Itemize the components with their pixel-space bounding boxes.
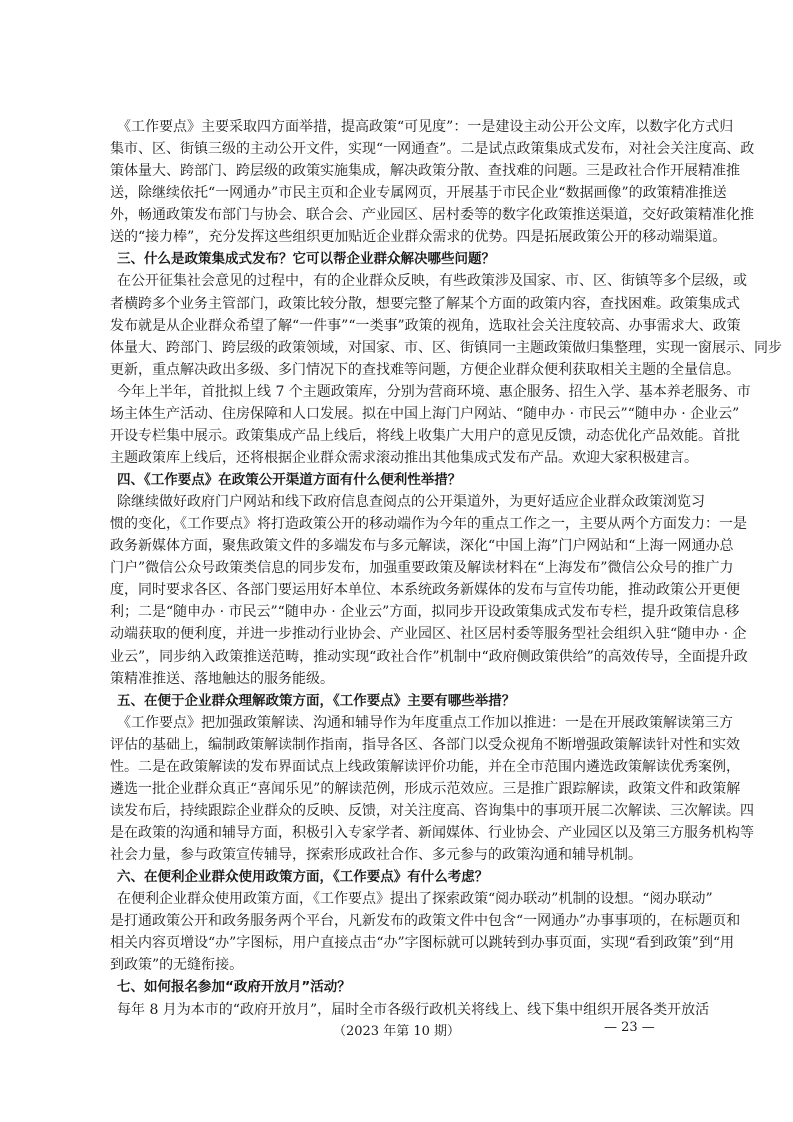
text-line: 场主体生产活动、住房保障和人口发展。拟在中国上海门户网站、“随申办 · 市民云”“随申办 · 企业云” xyxy=(110,405,740,422)
text-line: 度，同时要求各区、各部门要运用好本单位、本系统政务新媒体的发布与宣传功能，推动政策公开更便 xyxy=(110,582,740,599)
text-line: 在便利企业群众使用政策方面，《工作要点》提出了探索政策“阅办联动”机制的设想。“阅办联动” xyxy=(117,891,713,908)
section-heading: 六、在便利企业群众使用政策方面，《工作要点》有什么考虑？ xyxy=(117,869,489,886)
text-line: 遴选一批企业群众真正“喜闻乐见”的解读范例，形成示范效应。三是推广跟踪解读，政策文件和政策解 xyxy=(110,780,741,797)
document-body xyxy=(110,116,782,1021)
text-line: 送，除继续依托“一网通办”市民主页和企业专属网页，开展基于市民企业“数据画像”的政策精准推送 xyxy=(110,185,727,202)
text-line: 动端获取的便利度，并进一步推动行业协会、产业园区、社区居村委等服务型社会组织入驻“随申办 · 企 xyxy=(110,626,747,643)
text-line: 是打通政策公开和政务服务两个平台，凡新发布的政策文件中包含“一网通办”办事事项的，在标题页和 xyxy=(110,913,741,930)
text-line: 《工作要点》把加强政策解读、沟通和辅导作为年度重点工作加以推进：一是在开展政策解读第三方 xyxy=(117,714,733,731)
text-line: 惯的变化，《工作要点》将打造政策公开的移动端作为今年的重点工作之一，主要从两个方面发力：一是 xyxy=(110,516,747,533)
text-line: 每年 8 月为本市的“政府开放月”，届时全市各级行政机关将线上、线下集中组织开展各类开放活 xyxy=(117,1001,710,1018)
text-line: 开设专栏集中展示。政策集成产品上线后，将线上收集广大用户的意见反馈，动态优化产品效能。首批 xyxy=(110,427,740,444)
section-heading: 五、在便于企业群众理解政策方面，《工作要点》主要有哪些举措？ xyxy=(117,692,516,709)
text-line: 发布就是从企业群众希望了解“一件事”“一类事”政策的视角，选取社会关注度较高、办事需求大、政策 xyxy=(110,317,741,334)
text-line: 评估的基础上，编制政策解读制作指南，指导各区、各部门以受众视角不断增强政策解读针对性和实效 xyxy=(110,736,740,753)
text-line: 更新，重点解决政出多级、多门情况下的查找难等问题，方便企业群众便利获取相关主题的全量信息。 xyxy=(110,361,740,378)
section-heading: 七、如何报名参加“政府开放月”活动？ xyxy=(117,979,351,996)
text-line: 集市、区、街镇三级的主动公开文件，实现“一网通查”。二是试点政策集成式发布，对社会关注度高、政 xyxy=(110,141,755,158)
text-line: 策精准推送、落地触达的服务能级。 xyxy=(110,670,334,687)
text-line: 送的“接力棒”，充分发挥这些组织更加贴近企业群众需求的优势。四是拓展政策公开的移动端渠道。 xyxy=(110,229,727,246)
text-line: 业云”，同步纳入政策推送范畴，推动实现“政社合作”机制中“政府侧政策供给”的高效传导，全面提升政 xyxy=(110,648,748,665)
text-line: 除继续做好政府门户网站和线下政府信息查阅点的公开渠道外，为更好适应企业群众政策浏览习 xyxy=(117,494,705,511)
page-number: — 23 — xyxy=(604,1020,655,1035)
text-line: 到政策”的无缝衔接。 xyxy=(110,957,244,974)
text-line: 外，畅通政策发布部门与协会、联合会、产业园区、居村委等的数字化政策推送渠道，交好政策精准化推 xyxy=(110,207,754,224)
issue-label: （2023 年第 10 期） xyxy=(332,1024,461,1039)
text-line: 相关内容页增设“办”字图标，用户直接点击“办”字图标就可以跳转到办事页面，实现“看到政策”到“用 xyxy=(110,935,735,952)
text-line: 政务新媒体方面，聚焦政策文件的多端发布与多元解读，深化“中国上海”门户网站和“上海一网通办总 xyxy=(110,538,734,555)
text-line: 门户”微信公众号政策类信息的同步发布，加强重要政策及解读材料在“上海发布”微信公众号的推广力 xyxy=(110,560,734,577)
text-line: 主题政策库上线后，还将根据企业群众需求滚动推出其他集成式发布产品。欢迎大家积极建言。 xyxy=(110,449,698,466)
section-heading: 四、《工作要点》在政策公开渠道方面有什么便利性举措？ xyxy=(117,472,462,488)
text-line: 在公开征集社会意见的过程中，有的企业群众反映，有些政策涉及国家、市、区、街镇等多个层级，或 xyxy=(117,273,747,290)
text-line: 策体量大、跨部门、跨层级的政策实施集成，解决政策分散、查找难的问题。三是政社合作开展精准推 xyxy=(110,163,740,180)
text-line: 《工作要点》主要采取四方面举措，提高政策“可见度”：一是建设主动公开公文库，以数字化方式归 xyxy=(117,119,734,135)
text-line: 性。二是在政策解读的发布界面试点上线政策解读评价功能，并在全市范围内遴选政策解读优秀案例， xyxy=(110,758,740,775)
text-line: 者横跨多个业务主管部门，政策比较分散，想要完整了解某个方面的政策内容，查找困难。政策集成式 xyxy=(110,295,740,312)
text-line: 今年上半年，首批拟上线 7 个主题政策库，分别为营商环境、惠企服务、招生入学、基本养老服务、市 xyxy=(117,383,751,400)
text-line: 社会力量，参与政策宣传辅导，探索形成政社合作、多元参与的政策沟通和辅导机制。 xyxy=(110,847,642,864)
section-heading: 三、什么是政策集成式发布？它可以帮企业群众解决哪些问题？ xyxy=(117,251,495,268)
text-line: 是在政策的沟通和辅导方面，积极引入专家学者、新闻媒体、行业协会、产业园区以及第三方服务机构等 xyxy=(110,825,754,841)
text-line: 读发布后，持续跟踪企业群众的反映、反馈，对关注度高、咨询集中的事项开展二次解读、三次解读。四 xyxy=(110,802,754,819)
text-line: 利；二是“随申办 · 市民云”“随申办 · 企业云”方面，拟同步开设政策集成式发布专栏，提升政策信息移 xyxy=(110,604,740,621)
text-line: 体量大、跨部门、跨层级的政策领域，对国家、市、区、街镇同一主题政策做归集整理，实现一窗展示、同步 xyxy=(110,339,782,356)
